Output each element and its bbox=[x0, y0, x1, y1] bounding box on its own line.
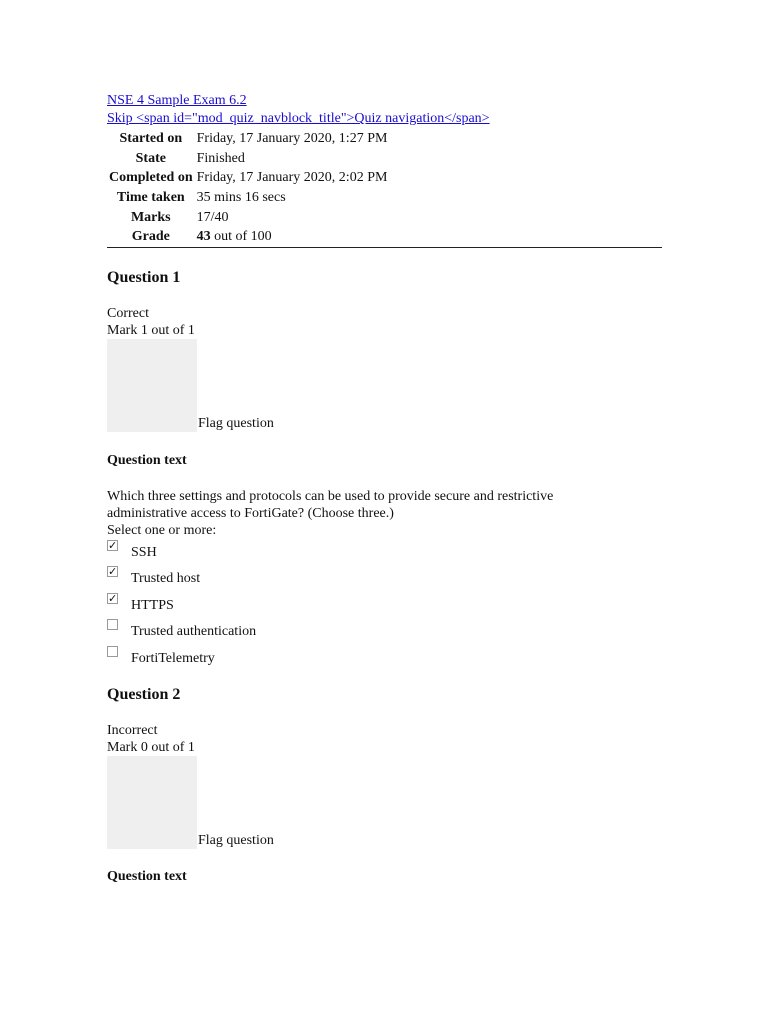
checkbox-checked-icon[interactable]: ✓ bbox=[108, 538, 118, 552]
flag-icon[interactable] bbox=[107, 756, 197, 849]
skip-quiz-navigation-link[interactable]: Skip <span id="mod_quiz_navblock_title">Quiz navigation</span> bbox=[107, 111, 490, 126]
answer-option[interactable] bbox=[107, 564, 662, 591]
question-status: Incorrect bbox=[107, 722, 158, 738]
question-text-heading: Question text bbox=[107, 452, 187, 468]
answer-option[interactable] bbox=[107, 617, 662, 644]
summary-label: Marks bbox=[130, 209, 171, 225]
answer-option[interactable] bbox=[107, 591, 662, 618]
grade-score: 43 bbox=[196, 229, 211, 245]
summary-value: Friday, 17 January 2020, 2:02 PM bbox=[196, 170, 388, 186]
answer-option-label: SSH bbox=[131, 544, 157, 560]
attempt-summary-table bbox=[107, 129, 387, 247]
summary-row-state bbox=[107, 149, 387, 169]
summary-label: Completed on bbox=[109, 170, 193, 186]
checkbox-checked-icon[interactable]: ✓ bbox=[108, 591, 118, 605]
question-text: Which three settings and protocols can be used to provide secure and restrictive administrative access to FortiGate? (Choose three.) bbox=[107, 488, 554, 521]
question-number: Question 2 bbox=[107, 685, 181, 703]
flag-question-label[interactable]: Flag question bbox=[198, 832, 274, 848]
answer-prompt: Select one or more: bbox=[107, 522, 217, 538]
answer-option-label: HTTPS bbox=[131, 597, 174, 613]
answer-option-label: FortiTelemetry bbox=[131, 650, 215, 666]
quiz-review-page bbox=[107, 92, 662, 885]
answer-option-label: Trusted host bbox=[131, 571, 201, 587]
summary-value: 35 mins 16 secs bbox=[196, 190, 286, 206]
question-block bbox=[107, 268, 662, 671]
checkbox-unchecked-icon[interactable] bbox=[107, 646, 118, 657]
summary-value: 17/40 bbox=[196, 209, 229, 225]
summary-label: Started on bbox=[119, 131, 183, 147]
summary-label: Grade bbox=[131, 229, 170, 245]
grade-out-of: out of 100 bbox=[210, 229, 272, 245]
checkbox-unchecked-icon[interactable] bbox=[107, 619, 118, 630]
summary-value: Friday, 17 January 2020, 1:27 PM bbox=[196, 131, 388, 147]
question-block bbox=[107, 685, 662, 885]
divider bbox=[107, 247, 662, 248]
question-text-heading: Question text bbox=[107, 868, 187, 884]
flag-question-control[interactable] bbox=[107, 756, 662, 849]
flag-question-control[interactable] bbox=[107, 339, 662, 432]
summary-row-started bbox=[107, 129, 387, 149]
summary-value: Finished bbox=[196, 150, 245, 166]
flag-icon[interactable] bbox=[107, 339, 197, 432]
question-status: Correct bbox=[107, 305, 149, 321]
summary-row-time-taken bbox=[107, 188, 387, 208]
exam-title-link[interactable]: NSE 4 Sample Exam 6.2 bbox=[107, 93, 247, 108]
summary-row-marks bbox=[107, 207, 387, 227]
question-mark: Mark 1 out of 1 bbox=[107, 322, 195, 338]
flag-question-label[interactable]: Flag question bbox=[198, 415, 274, 431]
answer-option[interactable] bbox=[107, 538, 662, 565]
summary-value bbox=[197, 227, 388, 247]
summary-label: Time taken bbox=[116, 190, 185, 206]
checkbox-checked-icon[interactable]: ✓ bbox=[108, 565, 118, 579]
answer-option-label: Trusted authentication bbox=[131, 624, 257, 640]
question-number: Question 1 bbox=[107, 268, 181, 286]
answer-option[interactable] bbox=[107, 644, 662, 671]
answer-options bbox=[107, 538, 662, 671]
summary-row-completed bbox=[107, 168, 387, 188]
question-mark: Mark 0 out of 1 bbox=[107, 739, 195, 755]
summary-row-grade bbox=[107, 227, 387, 247]
summary-label: State bbox=[135, 150, 166, 166]
